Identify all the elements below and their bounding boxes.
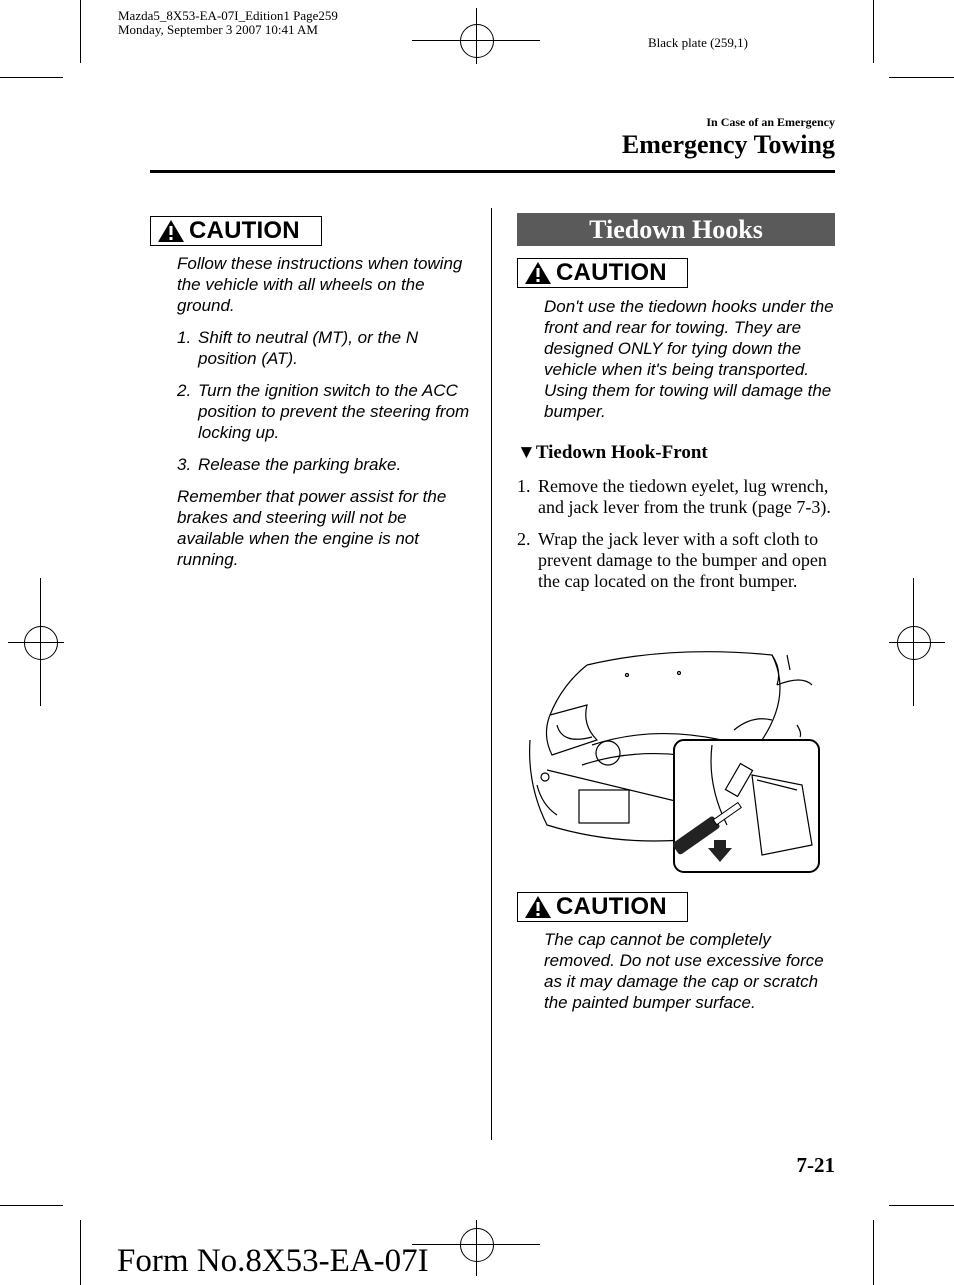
caution-intro: Follow these instructions when towing the vehicle with all wheels on the ground. <box>177 254 463 315</box>
subheading: ▼Tiedown Hook-Front <box>517 442 708 463</box>
triangle-marker-icon: ▼ <box>517 442 536 463</box>
list-item: 1. Remove the tiedown eyelet, lug wrench, and jack lever from the trunk (page 7-3). <box>517 476 831 517</box>
print-meta-line2: Monday, September 3 2007 10:41 AM <box>118 22 318 37</box>
hook-steps <box>517 476 835 603</box>
caution-text-2: The cap cannot be completely removed. Do not use excessive force as it may damage the cap or scratch the painted bumper surface. <box>544 930 824 1012</box>
registration-mark-bottom <box>460 1228 494 1262</box>
caution-outro: Remember that power assist for the brakes and steering will not be available when the engine is not running. <box>177 487 447 569</box>
left-caution-text <box>177 253 477 581</box>
front-bumper-illustration <box>522 645 822 875</box>
section-banner: Tiedown Hooks <box>517 213 835 246</box>
registration-mark-top <box>460 24 494 58</box>
list-item: 1. Shift to neutral (MT), or the N position (AT). <box>177 328 419 368</box>
list-item: 2. Turn the ignition switch to the ACC position to prevent the steering from locking up. <box>177 381 470 442</box>
caution-box-right-1 <box>517 258 688 288</box>
page-number: 7-21 <box>796 1153 835 1177</box>
registration-mark-left <box>24 626 58 660</box>
column-divider <box>491 208 492 1140</box>
plate-label: Black plate (259,1) <box>648 35 748 50</box>
header-rule <box>150 170 835 173</box>
warning-triangle-icon <box>524 261 552 285</box>
print-meta-line1: Mazda5_8X53-EA-07I_Edition1 Page259 <box>118 8 338 23</box>
registration-mark-right <box>897 626 931 660</box>
towing-steps <box>177 327 477 475</box>
section-label: In Case of an Emergency <box>706 115 835 129</box>
page-title: Emergency Towing <box>621 130 835 159</box>
caution-box-left <box>150 216 322 246</box>
list-item: 3. Release the parking brake. <box>177 455 402 474</box>
list-item: 2. Wrap the jack lever with a soft cloth to prevent damage to the bumper and open the cap located on the front bumper. <box>517 529 827 591</box>
caution-label: CAUTION <box>556 893 667 920</box>
caution-label: CAUTION <box>189 217 300 244</box>
caution-label: CAUTION <box>556 259 667 286</box>
caution-text-1: Don't use the tiedown hooks under the front and rear for towing. They are designed ONLY for tying down the vehicle when it's being transported. Using them for towing will damage the bumper. <box>544 297 834 421</box>
warning-triangle-icon <box>524 895 552 919</box>
caution-box-right-2 <box>517 892 688 922</box>
warning-triangle-icon <box>157 219 185 243</box>
form-number: Form No.8X53-EA-07I <box>117 1243 429 1279</box>
